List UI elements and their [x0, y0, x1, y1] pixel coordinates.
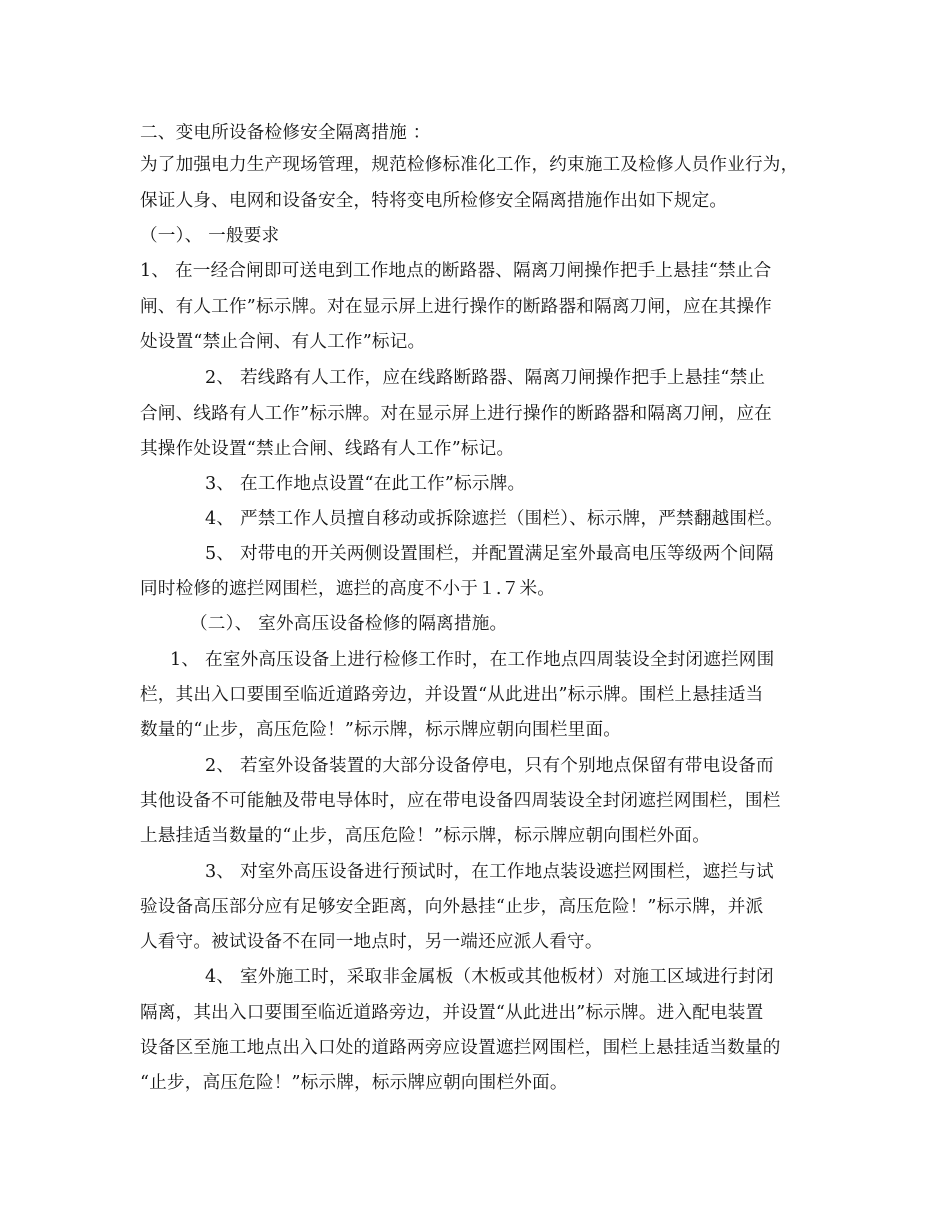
item-line: 设备区至施工地点出入口处的道路两旁应设置遮拦网围栏，围栏上悬挂适当数量的 [140, 1038, 781, 1058]
item-line: 4、 严禁工作人员擅自移动或拆除遮拦（围栏）、标示牌，严禁翻越围栏。 [205, 509, 783, 529]
item-line: 其操作处设置“禁止合闸、线路有人工作”标记。 [140, 439, 515, 459]
item-line: 验设备高压部分应有足够安全距离，向外悬挂“止步，高压危险！”标示牌，并派 [140, 897, 764, 917]
item-line: 2、 若室外设备装置的大部分设备停电，只有个别地点保留有带电设备而 [205, 756, 774, 776]
item-line: 3、 对室外高压设备进行预试时，在工作地点装设遮拦网围栏，遮拦与试 [205, 862, 774, 882]
item-line: 人看守。被试设备不在同一地点时，另一端还应派人看守。 [140, 932, 603, 952]
item-line: 2、 若线路有人工作，应在线路断路器、隔离刀闸操作把手上悬挂“禁止 [205, 368, 766, 388]
item-line: 3、 在工作地点设置“在此工作”标示牌。 [205, 474, 526, 494]
item-line: 数量的“止步，高压危险！”标示牌，标示牌应朝向围栏里面。 [140, 720, 622, 740]
item-line: 上悬挂适当数量的“止步，高压危险！”标示牌，标示牌应朝向围栏外面。 [140, 826, 710, 846]
intro-line: 为了加强电力生产现场管理，规范检修标准化工作，约束施工及检修人员作业行为， [140, 155, 799, 175]
item-line: 1、 在一经合闸即可送电到工作地点的断路器、隔离刀闸操作把手上悬挂“禁止合 [140, 261, 772, 281]
item-line: 处设置“禁止合闸、有人工作”标记。 [140, 332, 426, 352]
item-line: “止步，高压危险！”标示牌，标示牌应朝向围栏外面。 [140, 1073, 568, 1093]
item-line: 4、 室外施工时，采取非金属板（木板或其他板材）对施工区域进行封闭 [205, 967, 774, 987]
item-line: 合闸、线路有人工作”标示牌。对在显示屏上进行操作的断路器和隔离刀闸，应在 [140, 404, 772, 424]
item-line: 闸、有人工作”标示牌。对在显示屏上进行操作的断路器和隔离刀闸，应在其操作 [140, 297, 772, 317]
item-line: 栏，其出入口要围至临近道路旁边，并设置“从此进出”标示牌。围栏上悬挂适当 [140, 685, 764, 705]
item-line: 同时检修的遮拦网围栏，遮拦的高度不小于１.７米。 [140, 579, 556, 599]
part2-heading: （二）、 室外高压设备检修的隔离措施。 [190, 614, 508, 634]
item-line: 隔离，其出入口要围至临近道路旁边，并设置“从此进出”标示牌。进入配电装置 [140, 1003, 764, 1023]
intro-line: 保证人身、电网和设备安全，特将变电所检修安全隔离措施作出如下规定。 [140, 191, 728, 211]
item-line: 1、 在室外高压设备上进行检修工作时，在工作地点四周装设全封闭遮拦网围 [170, 650, 775, 670]
part1-heading: （一）、 一般要求 [140, 226, 280, 246]
section-title: 二、变电所设备检修安全隔离措施 ： [140, 123, 431, 143]
item-line: 其他设备不可能触及带电导体时，应在带电设备四周装设全封闭遮拦网围栏，围栏 [140, 791, 781, 811]
item-line: 5、 对带电的开关两侧设置围栏，并配置满足室外最高电压等级两个间隔 [205, 544, 774, 564]
